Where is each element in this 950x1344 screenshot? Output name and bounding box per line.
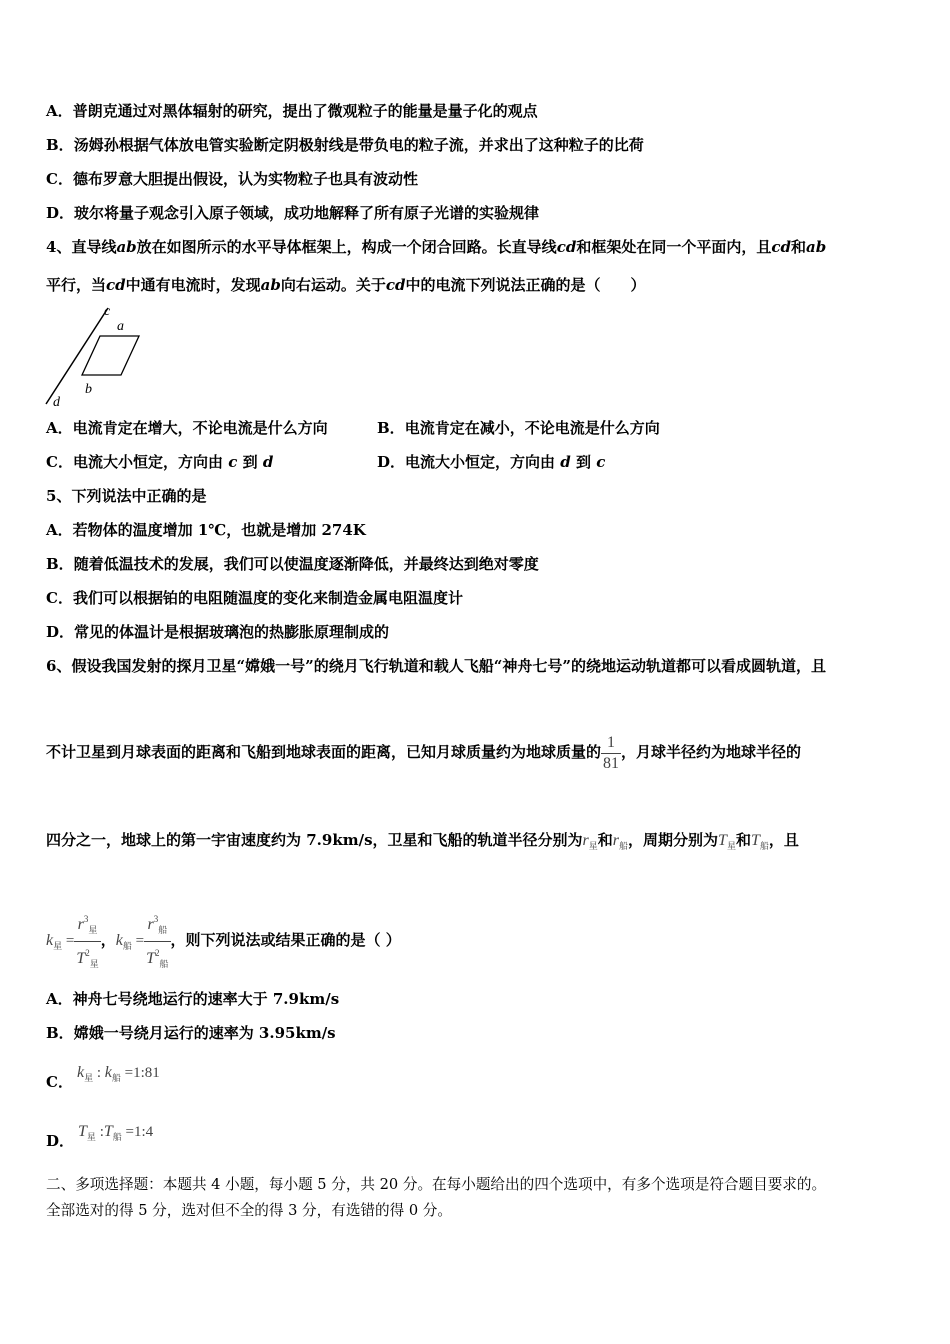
q6-option-c: C．$k_星$ : $k_船$ =1:81 xyxy=(46,1064,160,1091)
symbol-t-ship: $T_船$ xyxy=(750,832,769,851)
q4-option-c: C．电流大小恒定，方向由 c 到 d xyxy=(46,453,274,471)
q3-option-d: D．玻尔将量子观念引入原子领域，成功地解释了所有原子光谱的实验规律 xyxy=(46,204,540,222)
symbol-r-ship: $r_船$ xyxy=(612,832,629,851)
section2-scoring: 全部选对的得 5 分，选对但不全的得 3 分，有选错的得 0 分。 xyxy=(46,1202,452,1219)
formula-k-star: $k_星$ = $\frac{r^3_星}{T^2_星}$ xyxy=(46,933,101,949)
q3-option-b: B．汤姆孙根据气体放电管实验断定阴极射线是带负电的粒子流，并求出了这种粒子的比荷 xyxy=(46,136,644,154)
q5-option-d: D．常见的体温计是根据玻璃泡的热膨胀原理制成的 xyxy=(46,623,390,641)
q4-option-b: B．电流肯定在减小，不论电流是什么方向 xyxy=(377,419,660,437)
q6-stem-line3: 四分之一，地球上的第一宇宙速度约为 7.9km/s，卫星和飞船的轨道半径分别为$r_星$和$r_船$，周期分别为$T_星$和$T_船$，且 xyxy=(46,831,799,851)
q4-option-a: A．电流肯定在增大，不论电流是什么方向 xyxy=(46,419,328,437)
q6-stem-line2: 不计卫星到月球表面的距离和飞船到地球表面的距离，已知月球质量约为地球质量的 $\frac{1}{81}$ ，月球半径约为地球半径的 xyxy=(46,733,802,772)
symbol-r-star: $r_星$ xyxy=(582,832,598,851)
q5-stem: 5、下列说法中正确的是 xyxy=(46,487,207,505)
q3-option-c: C．德布罗意大胆提出假设，认为实物粒子也具有波动性 xyxy=(46,170,418,188)
wire-cd xyxy=(46,308,108,404)
q6-stem-line4: $k_星$ = $\frac{r^3_星}{T^2_星}$ ，$k_船$ = $\frac{r^3_船}{T^2_船}$ ，则下列说法或结果正确的是（ ） xyxy=(46,908,401,975)
q5-option-b: B．随着低温技术的发展，我们可以使温度逐渐降低，并最终达到绝对零度 xyxy=(46,555,539,573)
q6-stem-line1: 6、假设我国发射的探月卫星“嫦娥一号”的绕月飞行轨道和载人飞船“神舟七号”的绕地运动轨道都可以看成圆轨道，且 xyxy=(46,657,826,675)
q6-option-b: B．嫦娥一号绕月运行的速率为 3.95km/s xyxy=(46,1024,336,1042)
q5-option-a: A．若物体的温度增加 1℃，也就是增加 274K xyxy=(46,521,366,539)
q4-option-d: D．电流大小恒定，方向由 d 到 c xyxy=(377,453,606,471)
label-a: a xyxy=(117,319,124,334)
q4-stem-line1: 4、直导线ab放在如图所示的水平导体框架上，构成一个闭合回路。长直导线cd和框架处在同一个平面内，且cd和ab xyxy=(46,238,827,256)
q3-option-a: A．普朗克通过对黑体辐射的研究，提出了微观粒子的能量是量子化的观点 xyxy=(46,102,538,120)
q6-option-a: A．神舟七号绕地运行的速率大于 7.9km/s xyxy=(46,990,340,1008)
formula-k-ship: $k_船$ = $\frac{r^3_船}{T^2_船}$ xyxy=(116,933,171,949)
q4-circuit-figure xyxy=(40,300,160,410)
label-d: d xyxy=(53,395,60,410)
symbol-t-star: $T_星$ xyxy=(718,832,736,851)
label-b: b xyxy=(85,382,92,397)
label-c: c xyxy=(104,304,111,319)
q4-stem-line2: 平行，当cd中通有电流时，发现ab向右运动。关于cd中的电流下列说法正确的是（ ） xyxy=(46,276,646,294)
q5-option-c: C．我们可以根据铂的电阻随温度的变化来制造金属电阻温度计 xyxy=(46,589,463,607)
frame-ab xyxy=(82,336,139,375)
q6-option-d: D．$T_星$ $:T_船$ =1:4 xyxy=(46,1123,154,1150)
section2-heading: 二、多项选择题：本题共 4 小题，每小题 5 分，共 20 分。在每小题给出的四个选项中，有多个选项是符合题目要求的。 xyxy=(46,1176,827,1193)
fraction-1-81: $\frac{1}{81}$ xyxy=(603,733,620,772)
